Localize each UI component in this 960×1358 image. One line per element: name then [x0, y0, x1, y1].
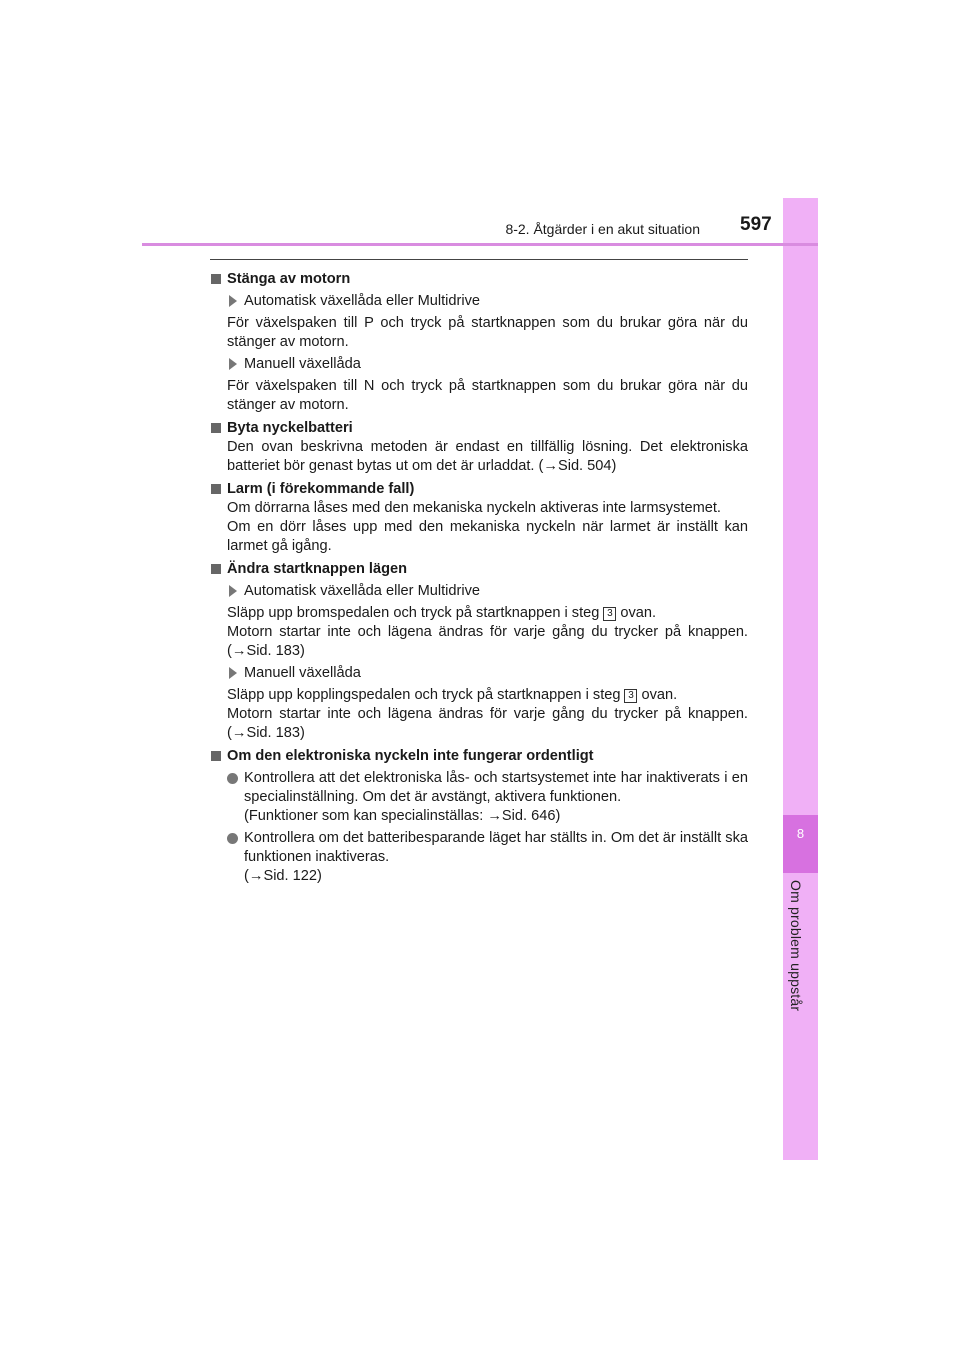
- paragraph: För växelspaken till N och tryck på startknappen som du brukar göra när du stänger av motorn.: [227, 378, 748, 413]
- paragraph-text: ovan.: [620, 605, 657, 621]
- triangle-arrow-icon: [229, 667, 237, 679]
- content-rule: [210, 259, 748, 260]
- heading-byta-nyckelbatteri: [210, 419, 748, 438]
- triangle-arrow-icon: [229, 358, 237, 370]
- header-divider: [142, 243, 818, 246]
- list-item-reference: (→Sid. 122): [244, 868, 322, 884]
- paragraph: [210, 604, 748, 661]
- square-bullet-icon: [211, 751, 221, 761]
- heading-text: Ändra startknappen lägen: [227, 561, 408, 577]
- step-number-box: 3: [624, 689, 637, 703]
- page-content: [210, 266, 748, 886]
- list-item-reference: (Funktioner som kan specialinställas: →Sid. 646): [244, 808, 561, 824]
- paragraph: Om en dörr låses upp med den mekaniska nyckeln när larmet är inställt kan larmet gå igång.: [227, 519, 748, 554]
- paragraph-text: ovan.: [641, 687, 678, 703]
- paragraph: Den ovan beskrivna metoden är endast en tillfällig lösning. Det elektroniska batteriet bör genast bytas ut om det är urladdat. (→Sid. 504): [227, 439, 748, 474]
- heading-text: Byta nyckelbatteri: [227, 420, 353, 436]
- subheading: [210, 292, 748, 311]
- heading-andra-startknappen: [210, 560, 748, 579]
- paragraph-text: Släpp upp bromspedalen och tryck på startknappen i steg: [227, 605, 600, 621]
- triangle-arrow-icon: [229, 295, 237, 307]
- square-bullet-icon: [211, 274, 221, 284]
- list-item: [210, 769, 748, 826]
- subheading-text: Manuell växellåda: [244, 356, 361, 372]
- heading-larm: [210, 480, 748, 499]
- heading-text: Om den elektroniska nyckeln inte fungerar ordentligt: [227, 748, 594, 764]
- list-item-body: Kontrollera att det elektroniska lås- och startsystemet inte har inaktiverats i en specialinställning. Om det är avstängt, aktivera funktionen.: [244, 770, 748, 805]
- paragraph-text: Motorn startar inte och lägena ändras för varje gång du trycker på knappen. (→Sid. 183): [227, 624, 748, 659]
- heading-elektroniska-nyckeln: [210, 747, 748, 766]
- list-item-text: [244, 769, 748, 826]
- triangle-arrow-icon: [229, 585, 237, 597]
- list-item-text: [244, 829, 748, 886]
- paragraph-text: Släpp upp kopplingspedalen och tryck på startknappen i steg: [227, 687, 621, 703]
- subheading: [210, 582, 748, 601]
- subheading-text: Automatisk växellåda eller Multidrive: [244, 293, 481, 309]
- circle-bullet-icon: [227, 833, 238, 844]
- subheading: [210, 664, 748, 683]
- circle-bullet-icon: [227, 773, 238, 784]
- chapter-number-tab: [783, 815, 818, 873]
- subheading: [210, 355, 748, 374]
- chapter-side-tab: [783, 198, 818, 1160]
- heading-text: Larm (i förekommande fall): [227, 481, 415, 497]
- paragraph-text: Motorn startar inte och lägena ändras för varje gång du trycker på knappen. (→Sid. 183): [227, 706, 748, 741]
- heading-text: Stänga av motorn: [227, 271, 351, 287]
- section-title: 8-2. Åtgärder i en akut situation: [505, 221, 700, 237]
- square-bullet-icon: [211, 423, 221, 433]
- paragraph: För växelspaken till P och tryck på startknappen som du brukar göra när du stänger av motorn.: [227, 315, 748, 350]
- paragraph: [210, 686, 748, 743]
- chapter-number: 8: [796, 826, 805, 841]
- list-item-body: Kontrollera om det batteribesparande läget har ställts in. Om det är inställt ska funktionen inaktiveras.: [244, 830, 748, 865]
- square-bullet-icon: [211, 564, 221, 574]
- subheading-text: Automatisk växellåda eller Multidrive: [244, 583, 481, 599]
- heading-stanga-av-motorn: [210, 270, 748, 289]
- step-number-box: 3: [603, 607, 616, 621]
- subheading-text: Manuell växellåda: [244, 665, 361, 681]
- page-number: 597: [740, 214, 772, 235]
- square-bullet-icon: [211, 484, 221, 494]
- chapter-title: Om problem uppstår: [788, 880, 804, 1012]
- paragraph: Om dörrarna låses med den mekaniska nyckeln aktiveras inte larmsystemet.: [227, 500, 721, 516]
- list-item: [210, 829, 748, 886]
